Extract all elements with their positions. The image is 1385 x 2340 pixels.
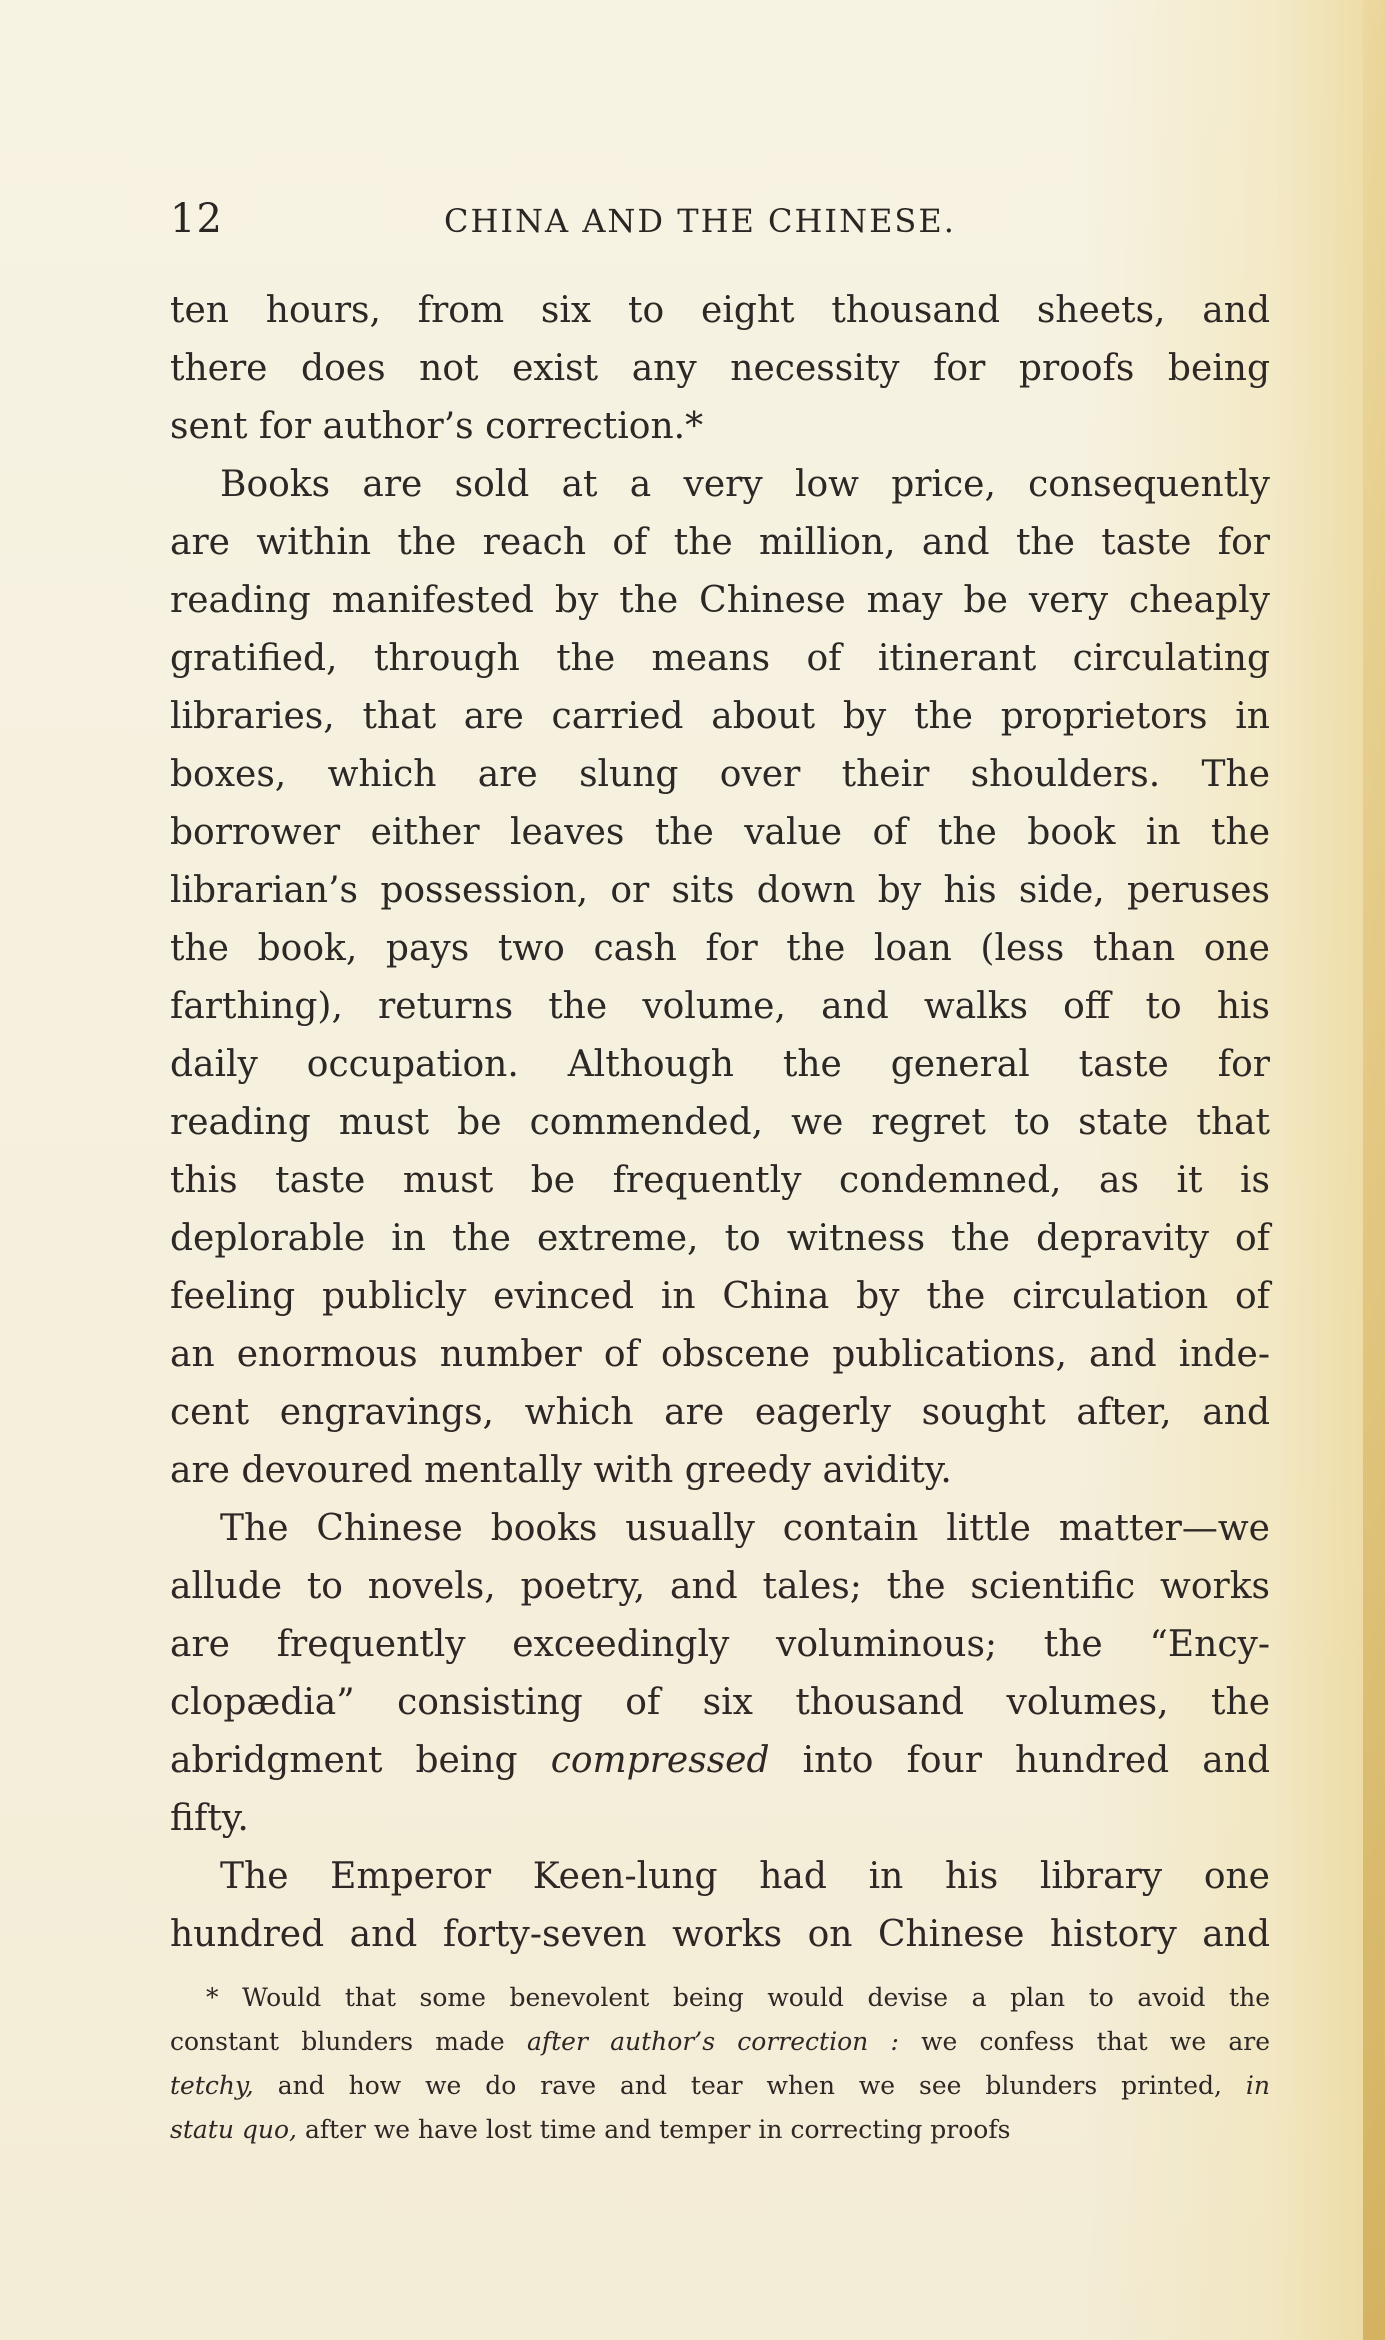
text-line: clopædia” consisting of six thousand volumes, the [170,1682,1270,1723]
text-line: ten hours, from six to eight thousand sheets, and [170,290,1270,331]
text-line: librarian’s possession, or sits down by his side, peruses [170,870,1270,911]
text-line: deplorable in the extreme, to witness the depravity of [170,1218,1270,1259]
text-run: abridgment being [170,1740,518,1781]
text-line: this taste must be frequently condemned, as it is [170,1160,1270,1201]
footnote-line [170,2020,1270,2064]
running-title: CHINA AND THE CHINESE. [444,202,956,240]
text-line: there does not exist any necessity for proofs being [170,348,1270,389]
emphasized-word: compressed [550,1740,770,1781]
text-run: constant blunders made [170,2027,505,2056]
text-run: and how we do rave and tear when we see blunders printed, [277,2071,1222,2100]
footnote-line [170,2064,1270,2108]
text-line: The Chinese books usually contain little matter—we [220,1508,1270,1549]
text-line: are devoured mentally with greedy avidity. [170,1450,952,1491]
page-header [170,196,1280,254]
text-line: the book, pays two cash for the loan (less than one [170,928,1270,969]
page-edge-discoloration [1363,0,1385,2340]
text-line: an enormous number of obscene publications, and inde- [170,1334,1270,1375]
text-line: hundred and forty-seven works on Chinese history and [170,1914,1270,1955]
text-line: borrower either leaves the value of the book in the [170,812,1270,853]
text-line: daily occupation. Although the general taste for [170,1044,1270,1085]
text-line: farthing), returns the volume, and walks off to his [170,986,1270,1027]
emphasized-phrase: after author’s correction : [526,2027,899,2056]
text-run: after we have lost time and temper in correcting proofs [304,2115,1011,2144]
text-line: are within the reach of the million, and the taste for [170,522,1270,563]
text-run: into four hundred and [802,1740,1270,1781]
text-line: feeling publicly evinced in China by the circulation of [170,1276,1270,1317]
footnote-line: * Would that some benevolent being would devise a plan to avoid the [206,1983,1270,2012]
emphasized-phrase: statu quo, [170,2115,297,2144]
text-line: reading must be commended, we regret to state that [170,1102,1270,1143]
footnote-line [170,2108,1270,2152]
text-line: reading manifested by the Chinese may be very cheaply [170,580,1270,621]
body-text [170,282,1270,1964]
text-line: Books are sold at a very low price, consequently [220,464,1270,505]
text-line: boxes, which are slung over their shoulders. The [170,754,1270,795]
text-line: gratified, through the means of itinerant circulating [170,638,1270,679]
text-line: fifty. [170,1798,249,1839]
text-line: are frequently exceedingly voluminous; the “Ency- [170,1624,1270,1665]
text-line: sent for author’s correction.* [170,406,704,447]
text-line: allude to novels, poetry, and tales; the scientific works [170,1566,1270,1607]
emphasized-word: tetchy, [170,2071,254,2100]
emphasized-word: in [1245,2071,1271,2100]
text-line: cent engravings, which are eagerly sought after, and [170,1392,1270,1433]
page-number: 12 [170,196,223,242]
text-line: The Emperor Keen-lung had in his library one [220,1856,1270,1897]
footnote [170,1976,1270,2152]
text-run: we confess that we are [921,2027,1270,2056]
text-line [170,1732,1270,1790]
text-line: libraries, that are carried about by the proprietors in [170,696,1270,737]
